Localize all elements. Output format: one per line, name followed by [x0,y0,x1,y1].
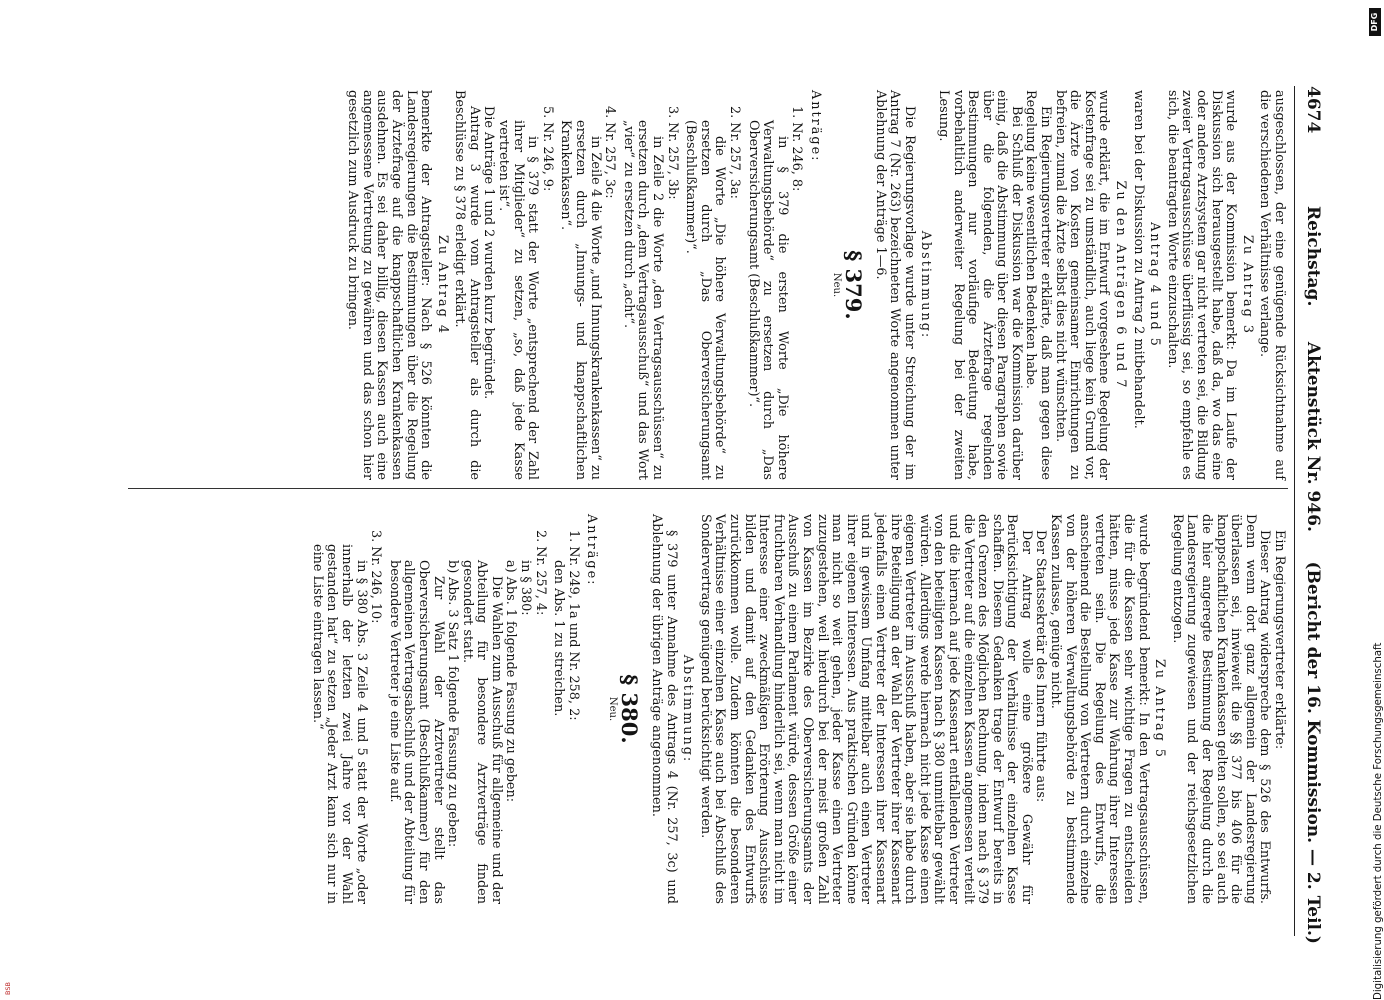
motion-number: 2. Nr. 257, 3a: [727,106,742,199]
subheading: Zu Antrag 5 [1152,659,1168,759]
motion-subitem-label: b) Abs. 3 Satz 1 folgende Fassung zu geben: [445,560,461,848]
motion-text: in § 380: [518,560,534,616]
paragraph: Die Regierungsvorlage wurde unter Streichung der im Antrag 7 (Nr. 263) bezeichneten Worte angenommen unter Ablehnung der Anträge 1—6. [872,90,917,480]
motion-text: die Worte „Die höhere Verwaltungsbehörde“ zu ersetzen durch „Das Oberversicherungsamt (Beschlußkammer)“. [683,120,728,480]
paragraph: ausgeschlossen, der eine genügende Rücksichtnahme auf die verschiedenen Verhältnisse verlange. [1257,90,1287,480]
subheading: Abstimmung: [918,230,934,340]
motions-label: Anträge: [807,90,823,163]
paragraph: Antrag 3 wurde vom Antragsteller als durch die Beschlüsse zu § 378 erledigt erklärt. [452,90,482,480]
header-left: Reichstag. [1303,206,1323,307]
paragraph: Ein Regierungsvertreter erklärte, daß man gegen diese Regelung keine wesentlichen Bedenken habe. [1023,90,1054,480]
paragraph: Ein Regierungsvertreter erklärte: [1272,530,1287,750]
paragraph: bemerkte der Antragsteller: Nach § 526 könnten die Landesregierungen die Bestimmungen über die Regelung der Ärztefrage auf die knappschaftlichen Krankenkassen ausdehnen. Es sei daher billig, diesen Kassen auch eine angemessene Vertretung zu gewähren und das schon hier gesetzlich zum Ausdruck zu bringen. [345,90,434,480]
motion-text: in § 379 die ersten Worte „Die höhere Verwaltungsbehörde“ zu ersetzen durch „Das Oberversicherungsamt (Beschlußkammer)“. [745,120,790,480]
section-subheading: Neu. [830,272,842,298]
digitization-note: Digitalisierung gefördert durch die Deutsche Forschungsgemeinschaft [1373,642,1384,1000]
motion-text: in § 379 statt der Worte „entsprechend der Zahl ihrer Mitglieder“ zu setzen, „so, daß jede Kasse vertreten ist“. [496,120,541,480]
page-number: 4674 [1303,86,1323,134]
subheading: Abstimmung: [680,654,696,764]
motion-text: in § 380 Abs. 3 Zeile 4 und 5 statt der Worte „oder innerhalb der letzten zwei Jahre vor der Wahl gestanden hat“ zu setzen „Jeder Arzt kann sich nur in eine Liste eintragen lassen.“ [309,544,369,904]
section-heading: § 379. [840,250,866,320]
motion-number: 1. Nr. 249, 1a und Nr. 258, 2: [565,530,581,721]
motion-number: 3. Nr. 246, 10: [368,530,384,624]
paragraph: waren bei der Diskussion zu Antrag 2 mitbehandelt. [1130,90,1146,429]
subheading: Antrag 4 und 5 [1147,222,1163,348]
header-rule [1294,86,1295,936]
paragraph: Bei Schluß der Diskussion war die Kommission darüber einig, daß die Abstimmung über diesen Paragraphen sowie über die folgenden, die Ärztefrage regelnden Bestimmungen nur vorläufige Bedeutung habe, vorbehaltlich anderweiter Regelung bei der zweiten Lesung. [935,90,1024,480]
column-divider [128,488,1288,489]
paragraph: § 379 unter Annahme des Antrags 4 (Nr. 257, 3c) und Ablehnung der übrigen Anträge angenommen. [649,514,679,904]
subheading: Zu den Anträgen 6 und 7 [1113,180,1129,390]
page-header [1299,86,1329,944]
motion-number: 4. Nr. 257, 3c: [602,106,618,199]
header-title: Aktenstück Nr. 946. [1303,341,1323,532]
motions-label: Anträge: [584,514,600,587]
paragraph: wurde aus der Kommission bemerkt: Da im Laufe der Diskussion sich herausgestellt habe, daß da, wo das eine oder andere Arztsystem gar nicht vertreten sei, die Bildung zweier Vertragsausschüsse überflüssig sei, so empfehle es sich, die beantragten Worte einzuschalten. [1164,90,1239,480]
dfg-logo [1369,8,1381,36]
motion-number: 2. Nr. 257, 4: [532,530,548,616]
paragraph: Dieser Antrag widerspreche dem § 526 des Entwurfs. Denn wenn dort ganz allgemein der Landesregierung überlassen sei, inwieweit die §§ 377 bis 406 für die knappschaftlichen Krankenkassen gelten sollen, so sei auch die hier angeregte Bestimmung der Regelung durch die Landesregierung zugewiesen und der reichsgesetzlichen Regelung entzogen. [1169,514,1273,904]
section-heading: § 380. [617,674,643,744]
subheading: Zu Antrag 3 [1239,235,1255,335]
subheading: Zu Antrag 4 [434,235,450,335]
left-column [345,90,1286,480]
motion-text: in Zeile 4 die Worte „und Innungskrankenkassen“ zu ersetzen durch „Innungs- und knappschaftlichen Krankenkassen“. [558,120,603,480]
paragraph: wurde erklärt, die im Entwurf vorgesehene Regelung der Kostenfrage sei zu umständlich, auch liege kein Grund vor, die Ärzte von Kosten gemeinsamer Einrichtungen zu befreien, zumal die Ärzte selbst dies nicht wünschten. [1052,90,1112,480]
motion-number: 1. Nr. 246, 8: [789,106,805,192]
paragraph: Der Antrag wolle eine größere Gewähr für Berücksichtigung der Verhältnisse der einzelnen Kasse schaffen. Diesem Gedanken trage der Entwurf bereits in den Grenzen des Möglichen Rechnung, indem nach § 379 die Vertreter auf die einzelnen Kassen angemessen verteilt und die hiernach auf jede Kassenart entfallenden Vertreter von den beteiligten Kassen nach § 380 unmittelbar gewählt würden. Allerdings werde hiernach nicht jede Kasse einen eigenen Vertreter im Ausschuß haben, aber sie habe durch ihre Beteiligung an der Wahl der Vertreter ihrer Kassenart jedenfalls einen Vertreter der Interessen ihrer Kassenart und in gewissem Umfang mittelbar auch einen Vertreter ihrer eigenen Interessen. Aus praktischen Gründen könne man nicht so weit gehen, jeder Kasse einen Vertreter zuzugestehen, weil hierdurch bei der meist großen Zahl von Kassen im Bezirke des Oberversicherungsamts der Ausschuß zu einem Parlament würde, dessen Größe einer fruchtbaren Verhandlung hinderlich sei, wenn man nicht im Interesse einer zweckmäßigen Erörterung Ausschüsse bilden und damit auf den Gedanken des Entwurfs zurückkommen wolle. Zudem könnten die besonderen Verhältnisse einer einzelnen Kasse auch bei Abschluß des Sondervertrags genügend berücksichtigt werden. [697,514,1034,904]
motion-number: 3. Nr. 257, 3b: [664,106,680,200]
paragraph: Die Anträge 1 und 2 wurden kurz begründet. [481,106,497,400]
dfg-logo-text: DFG [1370,12,1379,32]
motion-subitem-label: a) Abs. 1 folgende Fassung zu geben: [503,560,519,803]
header-running-title [1303,206,1323,944]
motion-text: in Zeile 2 die Worte „den Vertragsausschüssen“ zu ersetzen durch „dem Vertragsausschuß“ und das Wort „vier“ zu ersetzen durch „acht“. [620,120,666,480]
header-right: (Bericht der 16. Kommission. — 2. Teil.) [1303,561,1323,944]
motion-subitem-text: Die Wahlen zum Ausschuß für allgemeine und der Abteilung für besondere Arztverträge finden gesondert statt. [459,560,504,904]
motion-number: 5. Nr. 246, 9: [539,106,555,192]
paragraph: Der Staatssekretär des Innern führte aus: [1033,530,1049,803]
section-subheading: Neu. [607,696,619,722]
right-column [309,514,1286,904]
motion-text: den Abs. 1 zu streichen. [551,560,567,717]
motion-subitem-text: Zur Wahl der Arztvertreter stellt das Oberversicherungsamt (Beschlußkammer) für den allgemeinen Vertragsabschluß und der Abteilung für besondere Vertreter je eine Liste auf. [386,560,446,904]
paragraph: wurde begründend bemerkt: In den Vertragsausschüssen, die für die Kassen sehr wichtige Fragen zu entscheiden hätten, müsse jede Kasse zur Wahrung ihrer Interessen vertreten sein. Die Regelung des Entwurfs, die anscheinend die Bestellung von Vertretern durch einzelne von der höheren Verwaltungsbehörde zu bestimmende Kassen zulasse, genüge nicht. [1048,514,1151,904]
library-mark: BSB [4,982,12,995]
